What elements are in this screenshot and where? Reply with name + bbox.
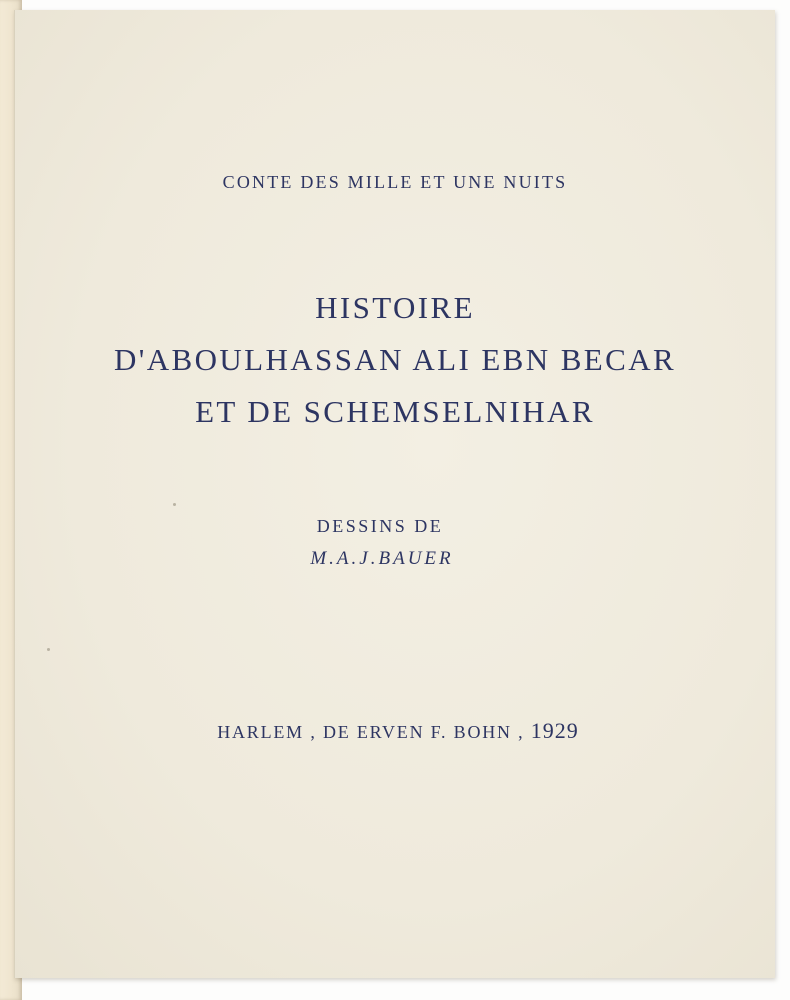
title-line-2: D'ABOULHASSAN ALI EBN BECAR <box>113 342 677 377</box>
title-page <box>14 10 775 978</box>
title-line-1: HISTOIRE <box>315 290 475 325</box>
illustrator-name: M.A.J.BAUER <box>310 548 454 569</box>
book-title <box>15 282 775 438</box>
book-subtitle: CONTE DES MILLE ET UNE NUITS <box>222 172 568 192</box>
paper-speck <box>47 648 50 651</box>
imprint-publisher: DE ERVEN F. BOHN <box>322 722 512 742</box>
paper-speck <box>173 503 176 506</box>
imprint-separator-2: , <box>518 722 525 742</box>
title-line-3: ET DE SCHEMSELNIHAR <box>195 394 595 429</box>
imprint-separator-1: , <box>310 722 317 742</box>
imprint-line <box>15 718 775 744</box>
imprint-place: HARLEM <box>217 722 304 742</box>
imprint-year: 1929 <box>530 718 579 743</box>
illustrations-label: DESSINS DE <box>316 516 444 536</box>
